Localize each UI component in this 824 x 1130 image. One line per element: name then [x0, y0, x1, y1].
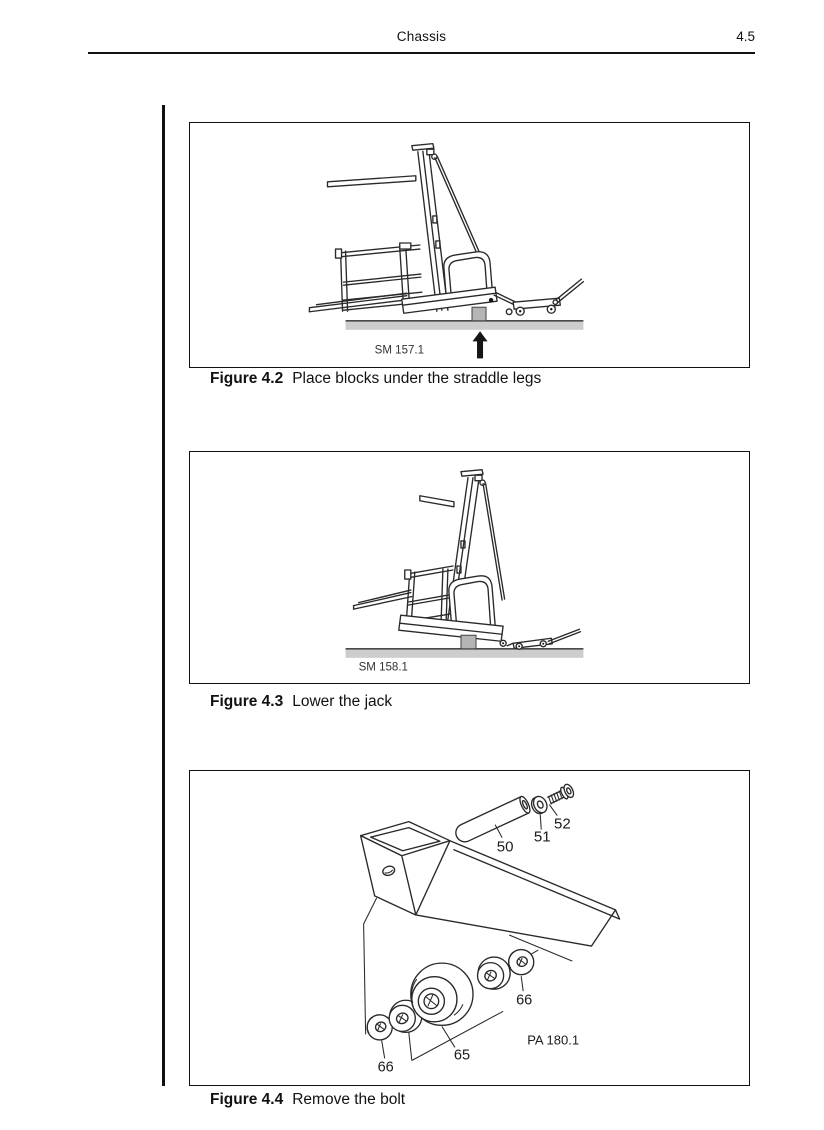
- ground-band: [346, 649, 584, 658]
- bolt-52: [546, 783, 575, 807]
- fork-lines: [354, 590, 412, 609]
- figure-4-2-drawing: [190, 123, 749, 367]
- figure-caption-text: Remove the bolt: [292, 1091, 406, 1108]
- support-block: [472, 307, 486, 321]
- page-number: 4.5: [736, 29, 755, 44]
- drawing-code-label: SM 158.1: [358, 661, 408, 674]
- part-label-52: 52: [553, 815, 571, 833]
- bearing-right: [478, 957, 511, 989]
- change-bar: [162, 105, 165, 1086]
- bearing-66-right: [509, 950, 539, 975]
- figure-caption-text: Place blocks under the straddle legs: [292, 370, 542, 387]
- part-label-66-right: 66: [516, 992, 533, 1009]
- part-label-66-left: 66: [377, 1059, 394, 1076]
- jack-lowered: [507, 629, 580, 649]
- figure-4-4-drawing: [190, 771, 749, 1085]
- jack: [494, 279, 583, 315]
- roller-65: [411, 963, 473, 1025]
- figure-4-3-drawing: [190, 452, 749, 683]
- figure-4-4-caption: [210, 1091, 730, 1109]
- support-block: [461, 635, 476, 649]
- header-rule: [88, 52, 755, 54]
- page-header-title: Chassis: [396, 29, 447, 44]
- bearing-66-left: [367, 1015, 392, 1040]
- part-label-65: 65: [453, 1047, 471, 1064]
- part-label-50: 50: [496, 838, 514, 856]
- straddle-leg-beam: [416, 838, 620, 961]
- figure-number: Figure 4.2: [210, 370, 284, 387]
- figure-number: Figure 4.3: [210, 693, 284, 710]
- figure-4-4-box: [189, 770, 750, 1086]
- tiller-handle: [327, 176, 415, 187]
- up-arrow: [473, 331, 488, 358]
- drawing-code-label: SM 157.1: [374, 344, 425, 357]
- figure-4-3-box: [189, 451, 750, 684]
- part-label-51: 51: [533, 828, 551, 846]
- figure-number: Figure 4.4: [210, 1091, 284, 1108]
- tiller-handle: [420, 496, 454, 507]
- figure-caption-text: Lower the jack: [292, 693, 393, 710]
- washer-51: [529, 794, 550, 816]
- figure-4-2-caption: [210, 370, 730, 388]
- ground-band: [346, 321, 584, 330]
- figure-4-2-box: [189, 122, 750, 368]
- figure-4-3-caption: [210, 693, 730, 711]
- drawing-code-label: PA 180.1: [527, 1032, 580, 1048]
- pin-50: [453, 795, 532, 845]
